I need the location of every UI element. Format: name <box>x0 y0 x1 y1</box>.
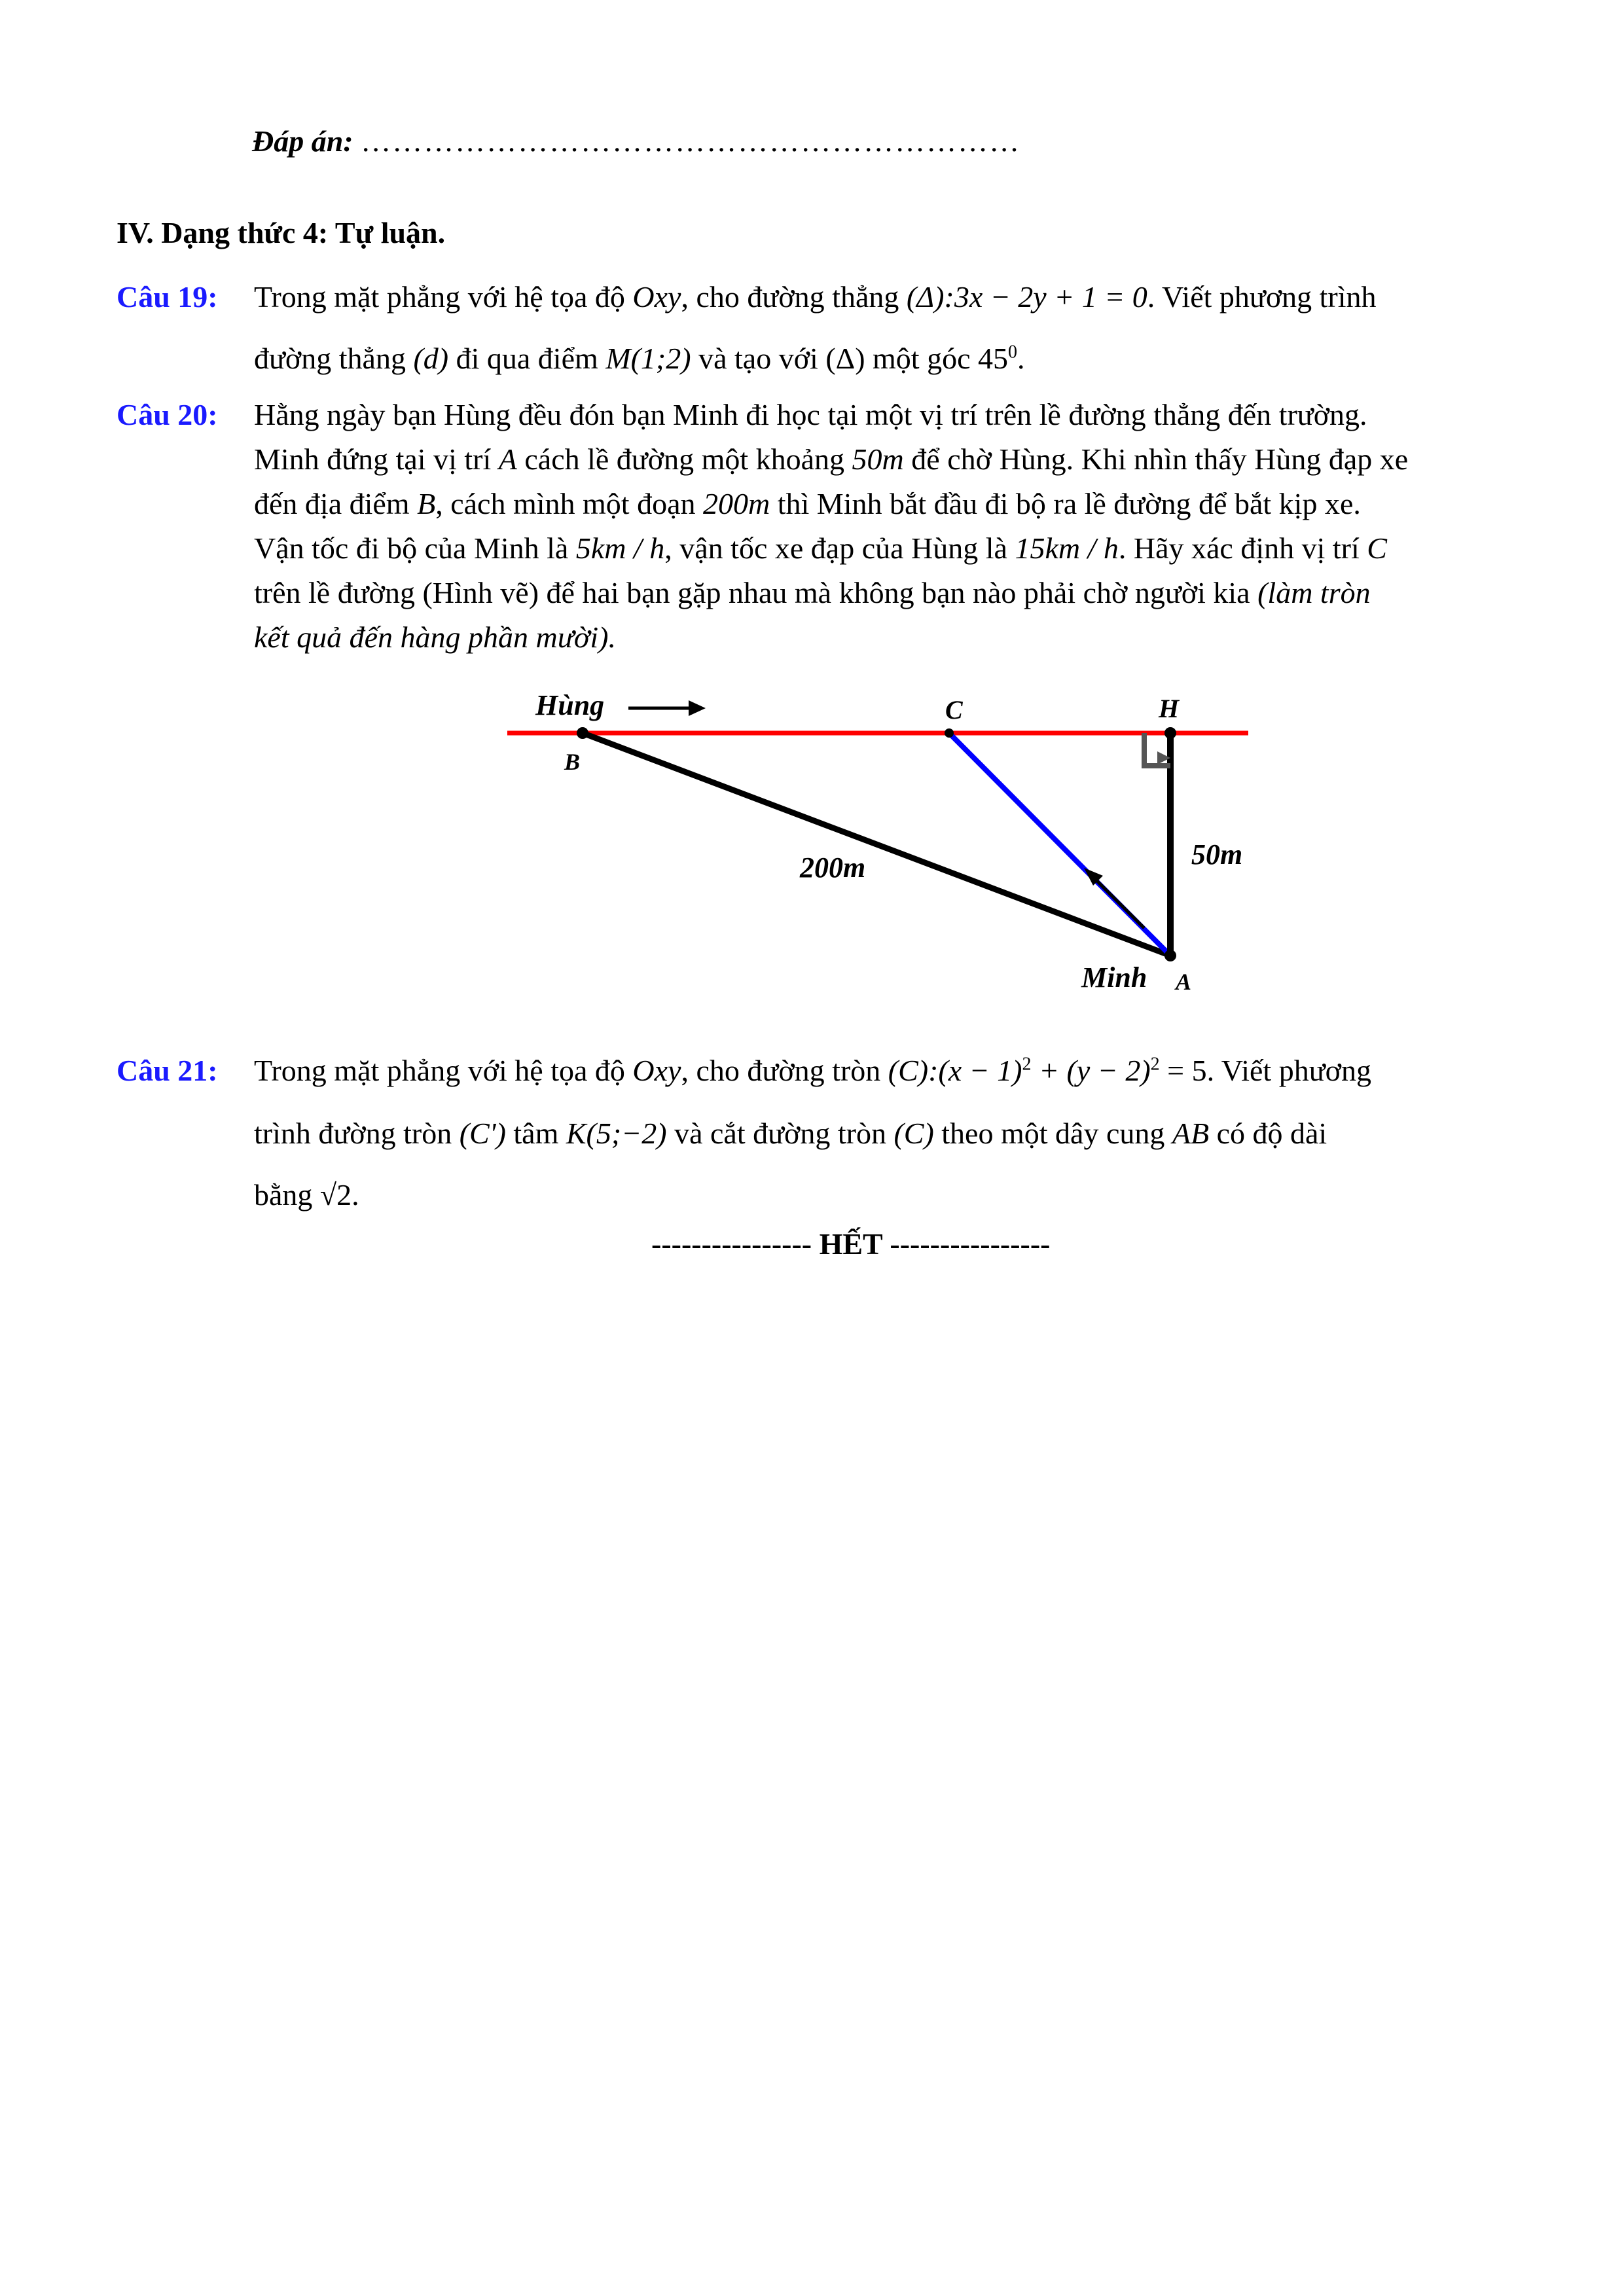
q20-point-b: B <box>417 487 436 520</box>
label-h: H <box>1159 694 1180 723</box>
q20-text: , vận tốc xe đạp của Hùng là <box>664 531 1015 565</box>
q20-number-line <box>117 398 218 433</box>
q20-text-line-6: kết quả đến hàng phần mười). <box>254 620 616 654</box>
label-b: B <box>564 749 581 775</box>
q19-text: , cho đường thẳng <box>681 280 907 314</box>
q20-text: Minh đứng tại vị trí <box>254 442 499 476</box>
q19-line-1 <box>117 280 218 315</box>
q21-oxy: Oxy <box>632 1054 681 1087</box>
q19-text-line-1 <box>254 280 1377 315</box>
segment-ba <box>583 733 1170 956</box>
q21-text: . <box>352 1178 359 1211</box>
q21-circle-c: (C) <box>893 1117 934 1150</box>
q20-rounding-note: (làm tròn <box>1257 576 1371 609</box>
q20-text-line-2 <box>254 442 1408 477</box>
q21-circle-c-prime: (C') <box>459 1117 506 1150</box>
q19-line-d: (d) <box>413 342 449 375</box>
q20-text: cách lề đường một khoảng <box>516 442 852 476</box>
q21-text-line-3 <box>254 1178 359 1213</box>
q20-distance-200m: 200m <box>703 487 770 520</box>
q19-point-m: M(1;2) <box>605 342 691 375</box>
q19-text: . Viết phương trình <box>1147 280 1377 314</box>
q21-square-2: 2 <box>1150 1054 1160 1075</box>
q19-text: một góc <box>865 342 979 375</box>
q20-text-line-4 <box>254 531 1387 566</box>
q20-text: để chờ Hùng. Khi nhìn thấy Hùng đạp xe <box>903 442 1409 476</box>
q20-speed-bike: 15km / h <box>1015 531 1119 565</box>
label-50m: 50m <box>1191 838 1243 870</box>
q20-text: trên lề đường (Hình vẽ) để hai bạn gặp nhau mà không bạn nào phải chờ người kia <box>254 576 1258 609</box>
q21-text: Trong mặt phẳng với hệ tọa độ <box>254 1054 633 1087</box>
q20-number: Câu 20: <box>117 398 218 431</box>
q20-text: thì Minh bắt đầu đi bộ ra lề đường để bắt kịp xe. <box>770 487 1361 520</box>
q20-text: Vận tốc đi bộ của Minh là <box>254 531 576 565</box>
q21-square-1: 2 <box>1022 1054 1032 1075</box>
q20-text-line-5 <box>254 576 1371 611</box>
q21-text: . Viết phương <box>1206 1054 1371 1087</box>
q19-text-line-2 <box>254 342 1025 376</box>
q20-point-a: A <box>498 442 517 476</box>
q21-sqrt2: √2 <box>319 1178 352 1211</box>
q21-text: và cắt đường tròn <box>666 1117 894 1150</box>
q19-oxy: Oxy <box>632 280 681 314</box>
q19-angle: 45 <box>978 342 1009 375</box>
q20-text: đến địa điểm <box>254 487 418 520</box>
label-200m: 200m <box>800 852 866 884</box>
q21-text: trình đường tròn <box>254 1117 460 1150</box>
label-c: C <box>945 695 963 725</box>
label-hung: Hùng <box>535 689 605 721</box>
q19-text: và tạo với <box>691 342 826 375</box>
q19-text: Trong mặt phẳng với hệ tọa độ <box>254 280 633 314</box>
point-c-dot <box>945 728 954 738</box>
q21-text: có độ dài <box>1209 1117 1327 1150</box>
point-b-dot <box>577 727 588 739</box>
answer-dots: ……………………………………………………… <box>361 124 1021 158</box>
q20-text-line-1: Hằng ngày bạn Hùng đều đón bạn Minh đi học tại một vị trí trên lề đường thẳng đến trường. <box>254 398 1367 431</box>
q21-text: theo một dây cung <box>933 1117 1172 1150</box>
q20-distance-50m: 50m <box>852 442 904 476</box>
point-h-dot <box>1164 727 1176 739</box>
q20-point-c: C <box>1367 531 1387 565</box>
q20-text: . Hãy xác định vị trí <box>1118 531 1367 565</box>
q19-text: . <box>1017 342 1025 375</box>
q20-text-line-3 <box>254 487 1361 522</box>
q21-text: , cho đường tròn <box>681 1054 888 1087</box>
q19-equation: (Δ):3x − 2y + 1 = 0 <box>906 280 1147 314</box>
label-minh: Minh <box>1081 961 1147 994</box>
section-title: IV. Dạng thức 4: Tự luận. <box>117 216 446 249</box>
label-a: A <box>1176 969 1192 995</box>
end-marker: ---------------- HẾT ---------------- <box>651 1227 1051 1261</box>
q21-number-line <box>117 1054 218 1088</box>
q19-degree: 0 <box>1008 342 1018 363</box>
answer-label: Đáp án: <box>252 124 353 158</box>
q19-text: đường thẳng <box>254 342 414 375</box>
q21-circle-equation: + (y − 2) <box>1031 1054 1151 1087</box>
answer-line <box>252 124 1020 159</box>
q21-center-k: K(5;−2) <box>566 1117 667 1150</box>
q20-speed-walk: 5km / h <box>575 531 665 565</box>
q21-text: bằng <box>254 1178 320 1211</box>
q21-text: tâm <box>505 1117 566 1150</box>
hung-arrowhead <box>689 700 706 716</box>
q21-text-line-2 <box>254 1117 1327 1151</box>
q21-number: Câu 21: <box>117 1054 218 1087</box>
q19-delta: (Δ) <box>825 342 865 375</box>
road-figure <box>497 681 1257 995</box>
point-a-dot <box>1164 950 1176 961</box>
q21-circle-equation: = 5 <box>1159 1054 1207 1087</box>
q21-chord-ab: AB <box>1172 1117 1210 1150</box>
q20-text: , cách mình một đoạn <box>435 487 703 520</box>
q19-number: Câu 19: <box>117 280 218 314</box>
minh-direction-arrow <box>1093 877 1144 928</box>
q21-circle-equation: (C):(x − 1) <box>888 1054 1022 1087</box>
q21-text-line-1 <box>254 1054 1371 1088</box>
q19-text: đi qua điểm <box>448 342 606 375</box>
